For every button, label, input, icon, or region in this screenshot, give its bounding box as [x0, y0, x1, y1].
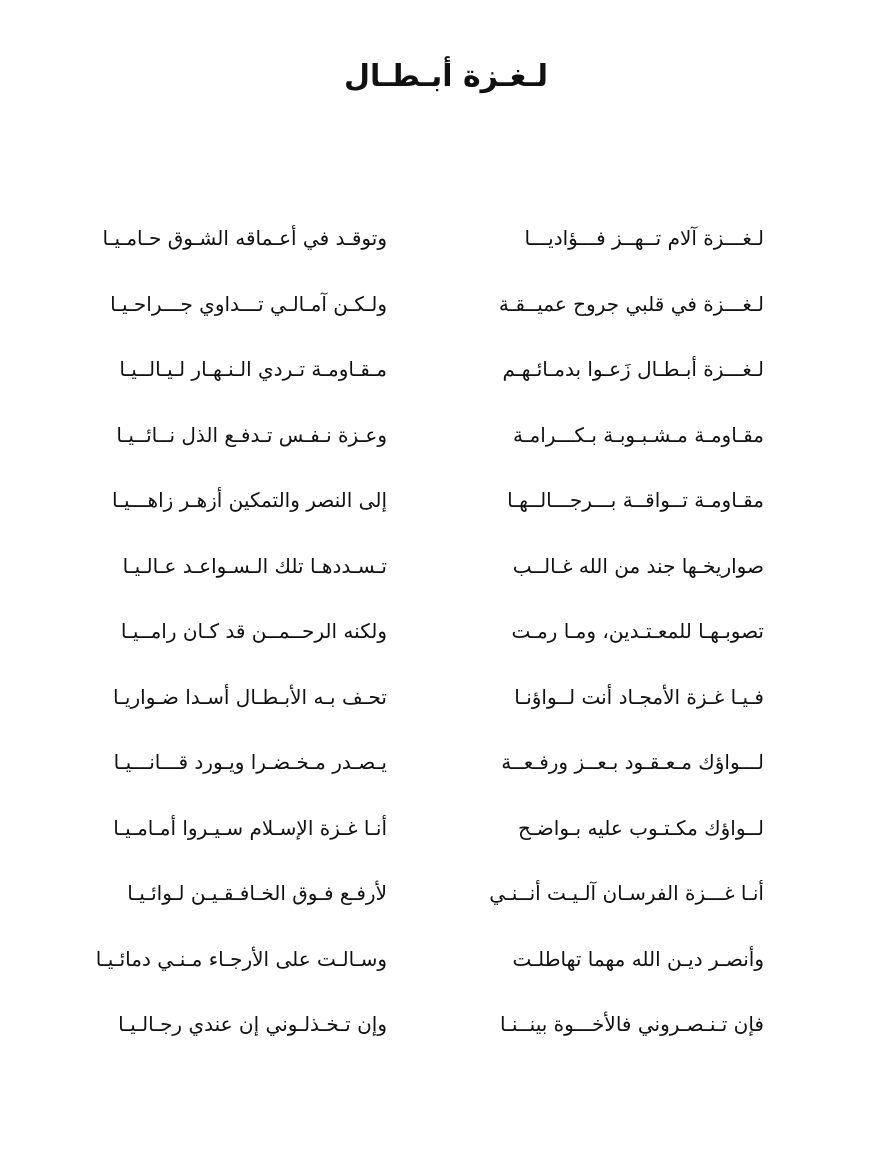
verse-line	[0, 867, 892, 933]
verse-first-hemistich: لـغـــزة أبـطـال زَعـوا بدمـائـهـم	[502, 357, 764, 381]
verse-second-hemistich: ولكنه الرحــمــن قد كـان رامــيـا	[120, 619, 387, 643]
verse-first-hemistich: مقـاومـة مـشـبـوبـة بـكـــرامـة	[512, 422, 764, 447]
verse-line	[0, 736, 892, 802]
verse-first-hemistich: فإن تـنـصـروني فالأخـــوة بينــنـا	[499, 1012, 764, 1036]
verse-line	[0, 998, 892, 1064]
verse-second-hemistich: إلى النصر والتمكين أزهـر زاهـــيـا	[111, 488, 387, 512]
verse-second-hemistich: أنـا غـزة الإسـلام سـيـروا أمـامـيـا	[113, 815, 387, 840]
verse-second-hemistich: وعـزة نـفـس تـدفـع الذل نــائــيـا	[116, 422, 387, 447]
verse-first-hemistich: وأنصـر ديـن الله مهما تهاطلـت	[512, 946, 764, 971]
verse-first-hemistich: لــواؤك مكـتـوب عليه بـواضـح	[518, 815, 764, 840]
verse-second-hemistich: وإن تـخـذلـوني إن عندي رجـالـيـا	[118, 1012, 387, 1036]
verse-line	[0, 474, 892, 540]
verse-second-hemistich: يـصـدر مـخـضـرا ويـورد قـــانـــيـا	[113, 750, 387, 774]
verse-line	[0, 605, 892, 671]
verse-first-hemistich: فـيـا غـزة الأمجـاد أنت لــواؤنـا	[514, 684, 764, 709]
poem-title: لـغـزة أبـطـال	[343, 59, 549, 94]
verse-line	[0, 278, 892, 344]
verse-first-hemistich: لـغـــزة آلام تــهــز فـــؤاديـــا	[524, 226, 764, 250]
verse-line	[0, 409, 892, 475]
verse-second-hemistich: لأرفـع فـوق الخـافـقـيـن لـوائـيـا	[127, 881, 387, 905]
poem-verses	[0, 212, 892, 1064]
verse-second-hemistich: تـسـددهـا تلك الـسـواعـد عـالـيـا	[122, 553, 387, 578]
verse-line	[0, 671, 892, 737]
verse-second-hemistich: وسـالـت على الأرجـاء مـنـي دمائـيـا	[95, 946, 387, 971]
verse-line	[0, 343, 892, 409]
verse-second-hemistich: تحـف بـه الأبـطـال أسـدا ضـواريـا	[112, 684, 387, 709]
verse-first-hemistich: صواريخـها جند من الله غـالــب	[512, 553, 764, 578]
verse-line	[0, 212, 892, 278]
verse-second-hemistich: مـقـاومـة تـردي الـنـهـار لـيـالــيـا	[119, 357, 387, 381]
verse-line	[0, 540, 892, 606]
verse-line	[0, 933, 892, 999]
verse-second-hemistich: ولـكـن آمـالـي تـــداوي جـــراحـيـا	[110, 291, 387, 316]
verse-second-hemistich: وتوقـد في أعـماقه الشـوق حـامـيـا	[102, 226, 387, 250]
verse-first-hemistich: تصوبـهـا للمعـتـدين، ومـا رمـت	[511, 619, 764, 643]
verse-first-hemistich: أنـا غـــزة الفرسـان آلـيـت أنــنـي	[489, 881, 764, 905]
verse-first-hemistich: لـــواؤك مـعـقـود بـعــز ورفـعــة	[501, 750, 764, 774]
verse-first-hemistich: لـغـــزة في قلبي جروح عميــقـة	[498, 291, 764, 316]
verse-line	[0, 802, 892, 868]
verse-first-hemistich: مقـاومـة تــواقــة بـــرجـــالــهـا	[507, 488, 764, 512]
